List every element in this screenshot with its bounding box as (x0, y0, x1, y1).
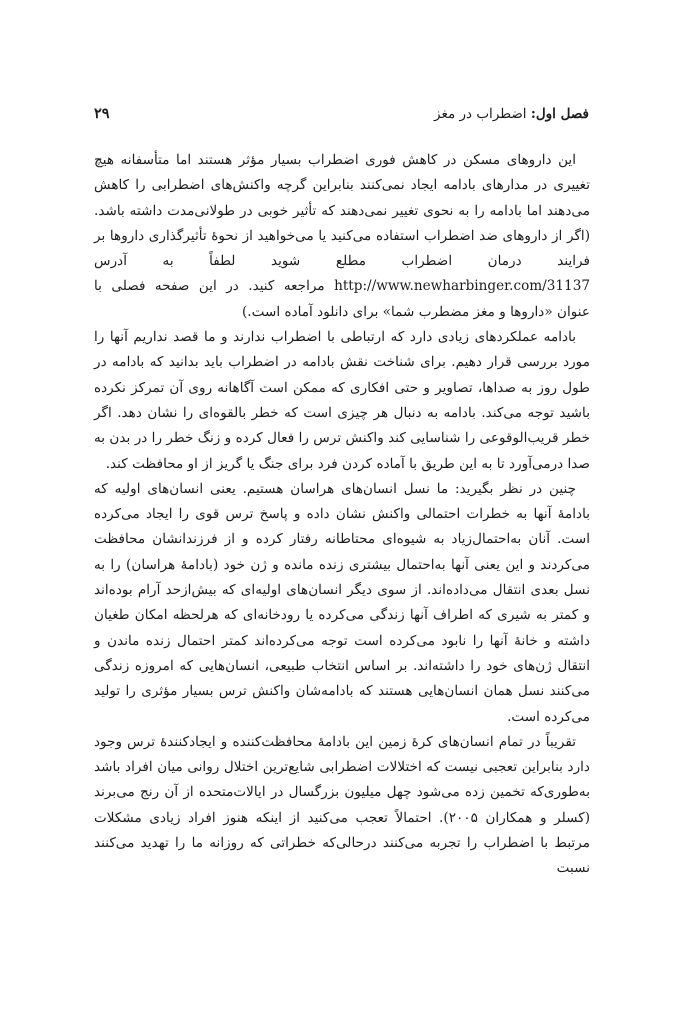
running-header (94, 103, 589, 125)
paragraph-1 (94, 148, 590, 325)
chapter-label: فصل اول: (530, 106, 589, 122)
paragraph-1-text: این داروهای مسکن در کاهش فوری اضطراب بسیار مؤثر هستند اما متأسفانه هیچ تغییری در مدارهای بادامه ایجاد نمی‌کنند بنابراین گرچه واکنش‌های اضطرابی را کاهش می‌دهند اما بادامه را به نحوی تغییر نمی‌دهند که تأثیر خوبی در طولانی‌مدت داشته باشد. (اگر از داروهای ضد اضطراب استفاده می‌کنید یا می‌خواهید از نحوهٔ تأثیرگذاری داروها بر فرایند درمان اضطراب مطلع شوید لطفاً به آدرس (94, 152, 590, 270)
paragraph-4: تقریباً در تمام انسان‌های کرهٔ زمین این بادامهٔ محافظت‌کننده و ایجادکنندهٔ ترس وجود دارد بنابراین تعجبی نیست که اختلالات اضطرابی شایع‌ترین اختلال روانی میان افراد باشد به‌طوری‌که تخمین زده می‌شود چهل میلیون بزرگسال در ایالات‌متحده از آن رنج می‌برند (کسلر و همکاران ۲۰۰۵). احتمالاً تعجب می‌کنید از اینکه هنوز افراد زیادی مشکلات مرتبط با اضطراب را تجربه می‌کنند درحالی‌که خطراتی که روزانه ما را تهدید می‌کنند نسبت (94, 733, 590, 877)
website-link[interactable]: http://www.newharbinger.com/31137 (334, 278, 590, 295)
paragraph-3: چنین در نظر بگیرید: ما نسل انسان‌های هراسان هستیم. یعنی انسان‌های اولیه که بادامهٔ آنها به خطرات احتمالی واکنش نشان داده و پاسخ ترس قوی را ایجاد می‌کرده است. آنان به‌احتمال‌زیاد به شیوه‌ای محتاطانه رفتار کرده و از فرزندانشان محافظت می‌کردند و این یعنی آنها به‌احتمال بیشتری زنده مانده و ژن خود (بادامهٔ هراسان) را به نسل بعدی انتقال می‌داده‌اند. از سوی دیگر انسان‌های اولیه‌ای که بیش‌ازحد آرام بوده‌اند و کمتر به شیری که اطراف آنها زندگی می‌کرده یا رودخانه‌ای که هرلحظه امکان طغیان داشته و خانهٔ آنها را نابود می‌کرده است توجه می‌کرده‌اند کمتر احتمال زنده ماندن و انتقال ژن‌های خود را داشته‌اند. بر اساس انتخاب طبیعی، انسان‌هایی که امروزه زندگی می‌کنند نسل همان انسان‌هایی هستند که بادامه‌شان واکنش ترس بسیار مؤثری را تولید می‌کرده است. (94, 480, 590, 725)
paragraph-2: بادامه عملکردهای زیادی دارد که ارتباطی با اضطراب ندارند و ما قصد نداریم آنها را مورد بررسی قرار دهیم. برای شناخت نقش بادامه در اضطراب باید بدانید که بادامه در طول روز به صداها، تصاویر و حتی افکاری که ممکن است آگاهانه روی آن تمرکز نکرده باشید توجه می‌کند. بادامه به دنبال هر چیزی است که خطر بالقوه‌ای را نشان دهد. اگر خطر قریب‌الوقوعی را شناسایی کند واکنش ترس را فعال کرده و زنگ خطر را در بدن به صدا درمی‌آورد تا به این طریق با آماده کردن فرد برای جنگ یا گریز از او محافظت کند. (94, 329, 590, 472)
running-title (434, 103, 589, 125)
chapter-title: اضطراب در مغز (434, 106, 531, 122)
paragraph-1-continuation: مراجعه کنید. در این صفحه فصلی با عنوان «داروها و مغز مضطرب شما» برای دانلود آماده است.) (94, 278, 590, 320)
body-text (94, 148, 590, 882)
page-number: ۲۹ (94, 105, 110, 122)
